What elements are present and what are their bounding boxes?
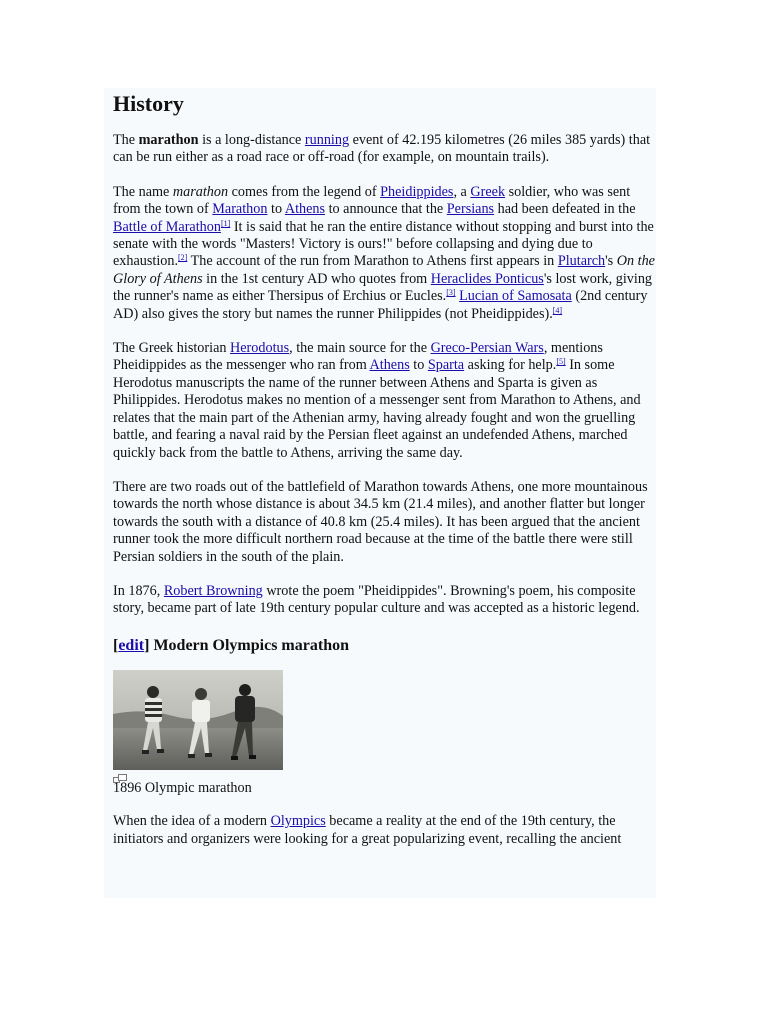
edit-link[interactable]: edit (118, 636, 145, 654)
citation-3[interactable]: [3] (446, 288, 456, 298)
link-lucian-of-samosata[interactable]: Lucian of Samosata (459, 288, 572, 305)
link-greco-persian-wars[interactable]: Greco-Persian Wars (430, 340, 544, 357)
link-olympics[interactable]: Olympics (270, 813, 326, 830)
link-greek[interactable]: Greek (470, 183, 506, 200)
paragraph-browning: In 1876, Robert Browning wrote the poem "Pheidippides". Browning's poem, his composite story, became part of late 19th century popular culture and was accepted as a historic legend. (113, 582, 640, 617)
link-robert-browning[interactable]: Robert Browning (163, 582, 263, 599)
paragraph-herodotus: The Greek historian Herodotus, the main source for the Greco-Persian Wars, mentions Pheidippides as the messenger who ran from Athens to Sparta asking for help.[5] In some Herodotus manuscripts the name of the runner between Athens and Sparta is given as Philippides. Herodotus makes no mention of a messenger sent from Marathon to Athens, and relates that the main part of the Athenian army, having already fought and won the gruelling battle, and fearing a naval raid by the Persian fleet against an undefended Athens, marched quickly back from the battle to Athens, arriving the same day. (113, 340, 641, 461)
article-content (113, 90, 658, 865)
link-athens[interactable]: Athens (284, 201, 326, 218)
link-heraclides-ponticus[interactable]: Heraclides Ponticus (430, 270, 544, 287)
olympic-marathon-photo[interactable] (113, 670, 283, 770)
paragraph-legend: The name marathon comes from the legend of Pheidippides, a Greek soldier, who was sent from the town of Marathon to Athens to announce that the Persians had been defeated in the Battle of Marathon[1] It is said that he ran the entire distance without stopping and burst into the senate with the words "Masters! Victory is ours!" before collapsing and dying due to exhaustion.[2] The account of the run from Marathon to Athens first appears in Plutarch's On the Glory of Athens in the 1st century AD who quotes from Heraclides Ponticus's lost work, giving the runner's name as either Thersipus of Erchius or Eucles.[3] Lucian of Samosata (2nd century AD) also gives the story but names the runner Philippides (not Pheidippides).[4] (113, 183, 655, 322)
figure-caption: 1896 Olympic marathon (113, 779, 252, 796)
link-sparta[interactable]: Sparta (427, 357, 465, 374)
link-pheidippides[interactable]: Pheidippides (380, 183, 454, 200)
link-plutarch[interactable]: Plutarch (557, 253, 606, 270)
paragraph-intro: The marathon is a long-distance running event of 42.195 kilometres (26 miles 385 yards) that can be run either as a road race or off-road (for example, on mountain trails). (113, 132, 651, 166)
section-heading-history: History (113, 91, 184, 116)
citation-4[interactable]: [4] (552, 305, 563, 315)
citation-5[interactable]: [5] (556, 357, 566, 367)
link-battle-of-marathon[interactable]: Battle of Marathon (113, 218, 221, 235)
citation-2[interactable]: [2] (178, 253, 188, 263)
link-running[interactable]: running (304, 132, 350, 148)
term-marathon: marathon (138, 132, 199, 148)
link-athens-2[interactable]: Athens (369, 357, 410, 374)
section-heading-modern-olympics: [edit] Modern Olympics marathon (113, 636, 349, 654)
link-herodotus[interactable]: Herodotus (230, 340, 290, 357)
magnify-icon[interactable] (113, 771, 658, 780)
paragraph-roads: There are two roads out of the battlefield of Marathon towards Athens, one more mountainous towards the north whose distance is about 34.5 km (21.4 miles), and another flatter but longer towards the south with a distance of 40.8 km (25.4 miles). It has been argued that the ancient runner took the more difficult northern road because at the time of the battle there were still Persian soldiers in the south of the plain. (113, 478, 648, 565)
link-persians[interactable]: Persians (446, 201, 495, 218)
citation-1[interactable]: [1] (220, 218, 231, 228)
paragraph-modern-olympics: When the idea of a modern Olympics became a reality at the end of the 19th century, the initiators and organizers were looking for a great popularizing event, recalling the ancient (113, 813, 622, 847)
link-marathon[interactable]: Marathon (212, 201, 268, 218)
